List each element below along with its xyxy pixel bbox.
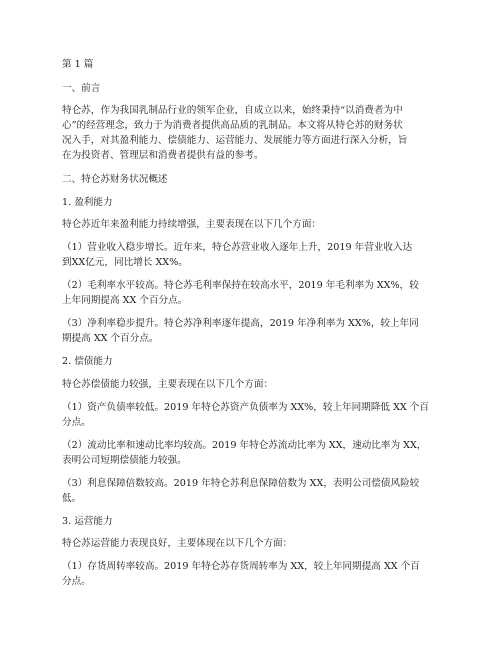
intro-paragraph-line: 况入手，对其盈利能力、偿债能力、运营能力、发展能力等方面进行深入分析，旨 <box>62 135 408 146</box>
page-label: 第 1 篇 <box>62 59 94 70</box>
solvency-item-line: （1）资产负债率较低。2019 年特仑苏资产负债率为 XX%，较上年同期降低 XX 个百 <box>62 402 429 413</box>
solvency-intro: 特仑苏偿债能力较强，主要表现在以下几个方面： <box>62 379 274 390</box>
profit-item-line: （1）营业收入稳步增长。近年来，特仑苏营业收入逐年上升，2019 年营业收入达 <box>62 242 413 253</box>
profit-item-line: 上年同期提高 XX 个百分点。 <box>62 295 188 306</box>
intro-paragraph-line: 特仑苏，作为我国乳制品行业的领军企业，自成立以来，始终秉持“以消费者为中 <box>62 105 403 116</box>
intro-paragraph-line: 心”的经营理念，致力于为消费者提供高品质的乳制品。本文将从特仑苏的财务状 <box>62 120 403 131</box>
solvency-item-line: 表明公司短期偿债能力较强。 <box>62 455 187 466</box>
profit-item-line: （3）净利率稳步提升。特仑苏净利率逐年提高，2019 年净利率为 XX%，较上年同 <box>62 318 419 329</box>
profit-item-line: （2）毛利率水平较高。特仑苏毛利率保持在较高水平，2019 年毛利率为 XX%，较 <box>62 280 419 291</box>
profit-item-line: 期提高 XX 个百分点。 <box>62 333 159 344</box>
overview-heading: 二、特仑苏财务状况概述 <box>62 174 168 185</box>
solvency-item-line: 分点。 <box>62 417 91 428</box>
profit-intro: 特仑苏近年来盈利能力持续增强，主要表现在以下几个方面： <box>62 219 322 230</box>
solvency-item-line: （2）流动比率和速动比率均较高。2019 年特仑苏流动比率为 XX，速动比率为 XX， <box>62 440 427 451</box>
solvency-item-line: （3）利息保障倍数较高。2019 年特仑苏利息保障倍数为 XX，表明公司偿债风险较 <box>62 478 420 489</box>
intro-heading: 一、前言 <box>62 83 101 94</box>
intro-paragraph-line: 在为投资者、管理层和消费者提供有益的参考。 <box>62 150 264 161</box>
operations-intro: 特仑苏运营能力表现良好，主要体现在以下几个方面： <box>62 538 293 549</box>
solvency-heading: 2. 偿债能力 <box>62 356 113 367</box>
solvency-item-line: 低。 <box>62 493 82 504</box>
operations-item-line: （1）存货周转率较高。2019 年特仑苏存货周转率为 XX，较上年同期提高 XX 个百 <box>62 561 420 572</box>
profit-item-line: 到XX亿元，同比增长 XX%。 <box>62 257 188 268</box>
profit-heading: 1. 盈利能力 <box>62 197 113 208</box>
operations-item-line: 分点。 <box>62 576 91 587</box>
operations-heading: 3. 运营能力 <box>62 516 113 527</box>
